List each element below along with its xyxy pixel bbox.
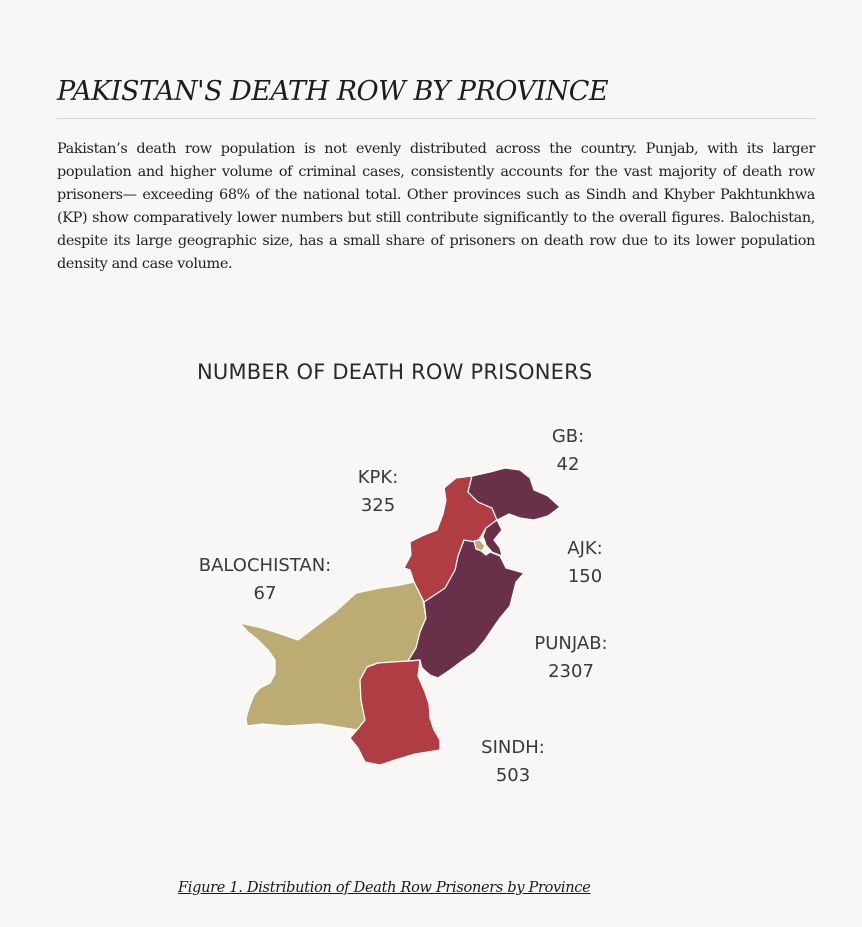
region-islamabad (474, 540, 485, 551)
label-gb-value: 42 (556, 454, 580, 475)
label-punjab (516, 630, 626, 686)
label-balochistan (180, 552, 350, 608)
label-sindh (466, 734, 560, 790)
label-punjab-name: PUNJAB: (534, 633, 608, 654)
figure-title: NUMBER OF DEATH ROW PRISONERS (197, 360, 593, 384)
label-ajk (550, 535, 620, 591)
intro-paragraph: Pakistan’s death row population is not evenly distributed across the country. Punjab, with its larger population and higher volume of criminal cases, consistently accounts for the vast majority of death row prisoners— exceeding 68% of the national total. Other provinces such as Sindh and Khyber Pakhtunkhwa (KP) show comparatively lower numbers but still contribute significantly to the overall figures. Balochistan, despite its large geographic size, has a small share of prisoners on death row due to its lower population density and case volume. (57, 141, 815, 272)
label-ajk-value: 150 (567, 566, 603, 587)
label-gb (538, 423, 598, 479)
label-punjab-value: 2307 (548, 661, 594, 682)
figure-caption: Figure 1. Distribution of Death Row Prisoners by Province (178, 880, 591, 896)
label-sindh-value: 503 (495, 765, 531, 786)
label-gb-name: GB: (551, 426, 585, 447)
label-balochistan-name: BALOCHISTAN: (198, 555, 332, 576)
page-title: PAKISTAN'S DEATH ROW BY PROVINCE (57, 76, 609, 107)
label-sindh-name: SINDH: (481, 737, 545, 758)
label-kpk-name: KPK: (357, 467, 399, 488)
region-sindh (350, 660, 440, 765)
label-kpk (343, 464, 413, 520)
label-ajk-name: AJK: (567, 538, 603, 559)
label-balochistan-value: 67 (253, 583, 277, 604)
label-kpk-value: 325 (360, 495, 396, 516)
